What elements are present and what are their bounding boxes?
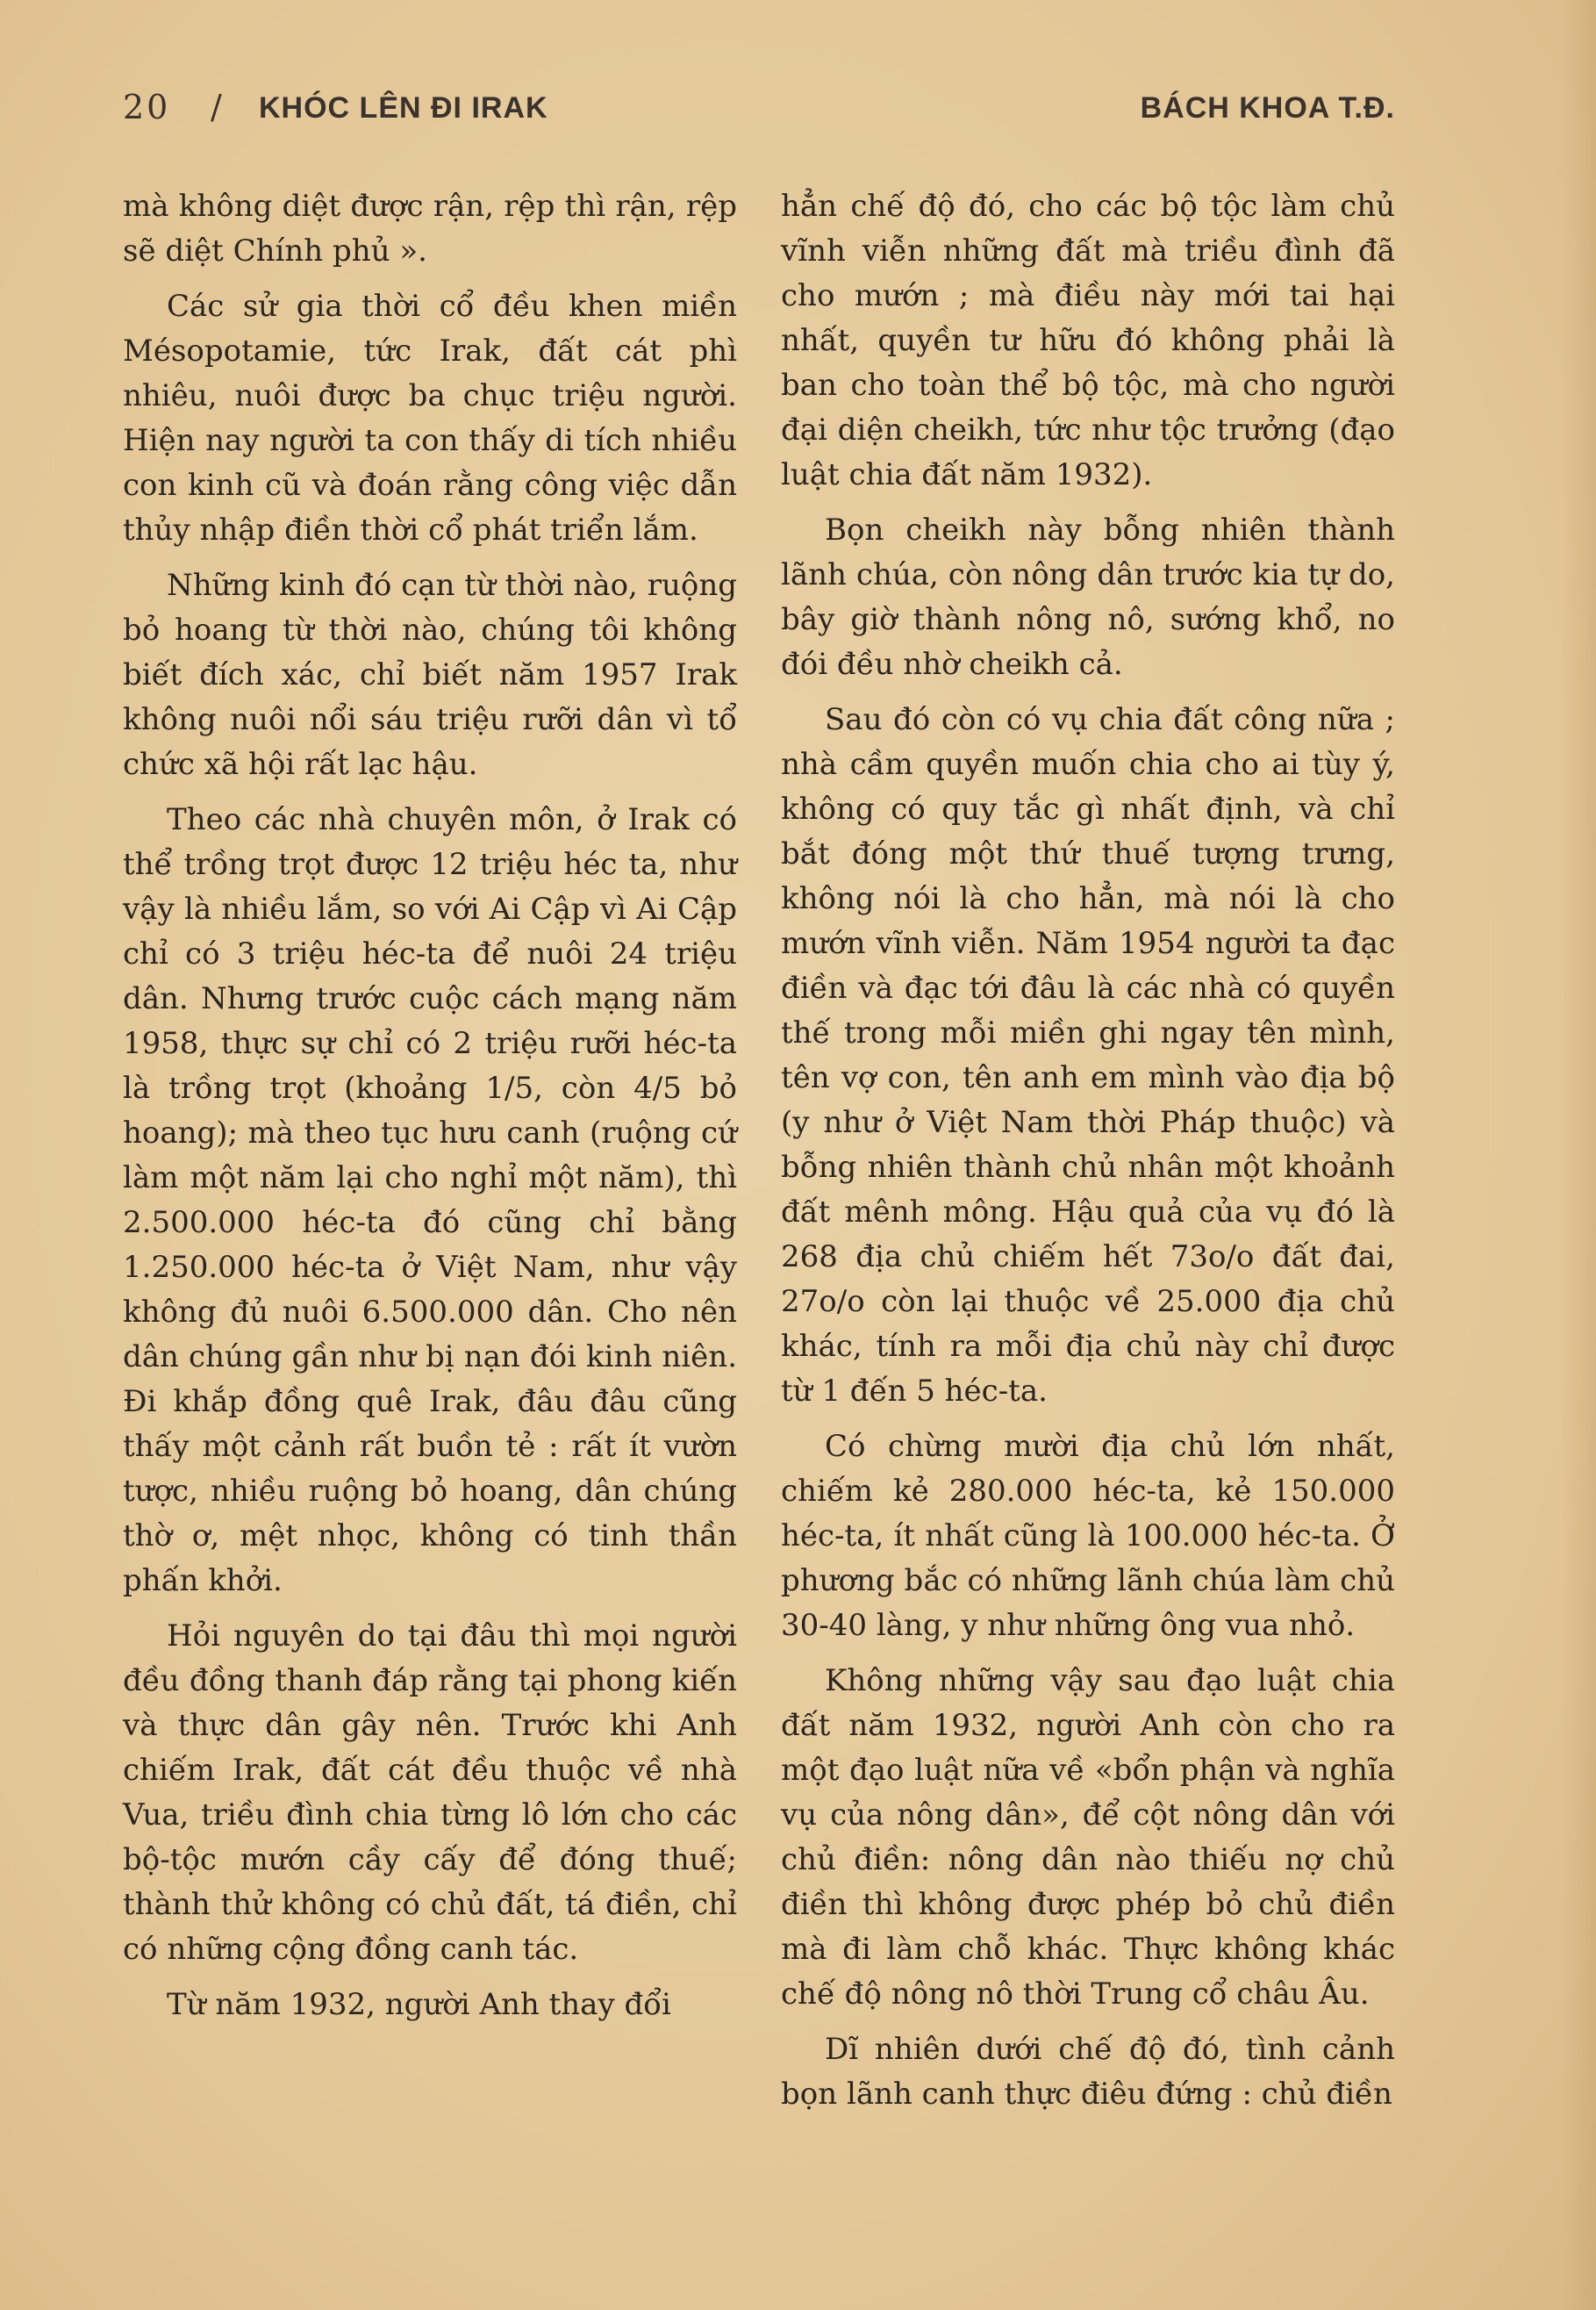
paragraph: Từ năm 1932, người Anh thay đổi: [167, 1987, 671, 2022]
running-title: KHÓC LÊN ĐI IRAK: [259, 91, 548, 125]
paragraph: hẳn chế độ đó, cho các bộ tộc làm chủ vĩnh viễn những đất mà triều đình đã cho mướn ; mà điều này mới tai hại nhất, quyền tư hữu đó không phải là ban cho toàn thể bộ tộc, mà cho người đại diện cheikh, tức như tộc trưởng (đạo luật chia đất năm 1932).: [781, 189, 1395, 492]
page-number: 20: [123, 88, 171, 126]
paragraph: Theo các nhà chuyên môn, ở Irak có thể trồng trọt được 12 triệu héc ta, như vậy là nhiều lắm, so với Ai Cập vì Ai Cập chỉ có 3 triệu héc-ta để nuôi 24 triệu dân. Nhưng trước cuộc cách mạng năm 1958, thực sự chỉ có 2 triệu rưỡi héc-ta là trồng trọt (khoảng 1/5, còn 4/5 bỏ hoang); mà theo tục hưu canh (ruộng cứ làm một năm lại cho nghỉ một năm), thì 2.500.000 héc-ta đó cũng chỉ bằng 1.250.000 héc-ta ở Việt Nam, như vậy không đủ nuôi 6.500.000 dân. Cho nên dân chúng gần như bị nạn đói kinh niên. Đi khắp đồng quê Irak, đâu đâu cũng thấy một cảnh rất buồn tẻ : rất ít vườn tược, nhiều ruộng bỏ hoang, dân chúng thờ ơ, mệt nhọc, không có tinh thần phấn khởi.: [123, 802, 737, 1598]
paragraph: Những kinh đó cạn từ thời nào, ruộng bỏ hoang từ thời nào, chúng tôi không biết đích xác, chỉ biết năm 1957 Irak không nuôi nổi sáu triệu rưỡi dân vì tổ chức xã hội rất lạc hậu.: [123, 568, 737, 782]
paragraph: Bọn cheikh này bỗng nhiên thành lãnh chúa, còn nông dân trước kia tự do, bây giờ thành nông nô, sướng khổ, no đói đều nhờ cheikh cả.: [781, 513, 1395, 682]
paragraph: Không những vậy sau đạo luật chia đất năm 1932, người Anh còn cho ra một đạo luật nữa về «bổn phận và nghĩa vụ của nông dân», để cột nông dân với chủ điền: nông dân nào thiếu nợ chủ điền thì không được phép bỏ chủ điền mà đi làm chỗ khác. Thực không khác chế độ nông nô thời Trung cổ châu Âu.: [781, 1663, 1395, 2012]
right-column: [781, 184, 1395, 2127]
header-separator: /: [211, 88, 222, 126]
left-column: [123, 184, 737, 2038]
paragraph: mà không diệt được rận, rệp thì rận, rệp sẽ diệt Chính phủ ».: [123, 189, 737, 269]
journal-title: BÁCH KHOA T.Đ.: [1140, 91, 1395, 125]
page-edge-shadow: [1561, 0, 1596, 2310]
paragraph: Các sử gia thời cổ đều khen miền Mésopotamie, tức Irak, đất cát phì nhiêu, nuôi được ba chục triệu người. Hiện nay người ta con thấy di tích nhiều con kinh cũ và đoán rằng công việc dẫn thủy nhập điền thời cổ phát triển lắm.: [123, 289, 737, 548]
page-header: [123, 88, 1395, 132]
paragraph: Sau đó còn có vụ chia đất công nữa ; nhà cầm quyền muốn chia cho ai tùy ý, không có quy tắc gì nhất định, và chỉ bắt đóng một thứ thuế tượng trưng, không nói là cho hẳn, mà nói là cho mướn vĩnh viễn. Năm 1954 người ta đạc điền và đạc tới đâu là các nhà có quyền thế trong mỗi miền ghi ngay tên mình, tên vợ con, tên anh em mình vào địa bộ (y như ở Việt Nam thời Pháp thuộc) và bỗng nhiên thành chủ nhân một khoảnh đất mênh mông. Hậu quả của vụ đó là 268 địa chủ chiếm hết 73o/o đất đai, 27o/o còn lại thuộc về 25.000 địa chủ khác, tính ra mỗi địa chủ này chỉ được từ 1 đến 5 héc-ta.: [781, 702, 1395, 1409]
paragraph: Dĩ nhiên dưới chế độ đó, tình cảnh bọn lãnh canh thực điêu đứng : chủ điền: [781, 2032, 1395, 2112]
paragraph: Có chừng mười địa chủ lớn nhất, chiếm kẻ 280.000 héc-ta, kẻ 150.000 héc-ta, ít nhất cũng là 100.000 héc-ta. Ở phương bắc có những lãnh chúa làm chủ 30-40 làng, y như những ông vua nhỏ.: [781, 1429, 1395, 1643]
paragraph: Hỏi nguyên do tại đâu thì mọi người đều đồng thanh đáp rằng tại phong kiến và thực dân gây nên. Trước khi Anh chiếm Irak, đất cát đều thuộc về nhà Vua, triều đình chia từng lô lớn cho các bộ-tộc mướn cầy cấy để đóng thuế; thành thử không có chủ đất, tá điền, chỉ có những cộng đồng canh tác.: [123, 1618, 737, 1967]
